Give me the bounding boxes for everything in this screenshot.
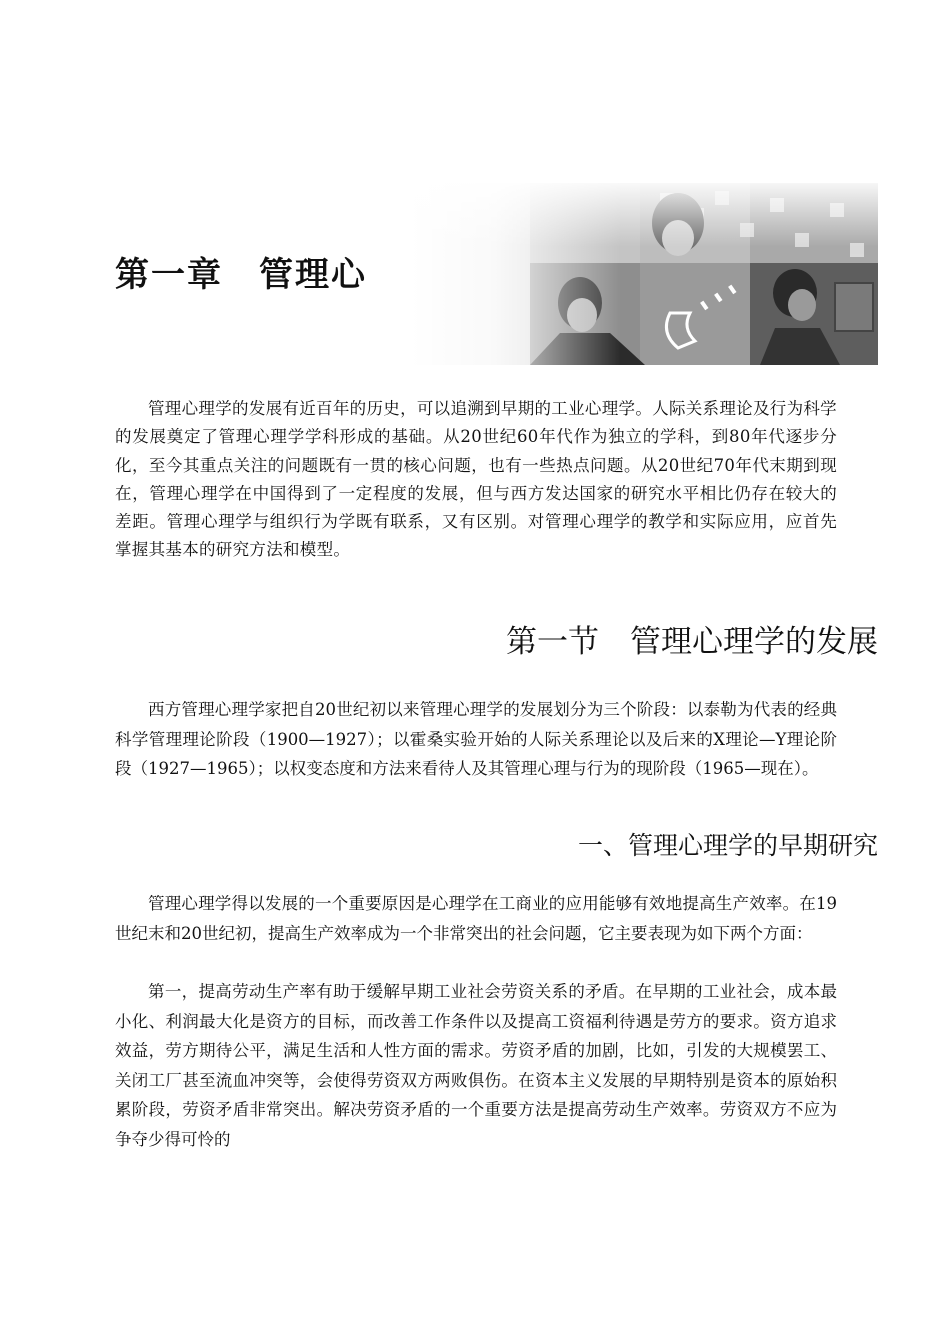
subsection-title: 一、管理心理学的早期研究 <box>577 831 878 860</box>
section-paragraph: 西方管理心理学家把自20世纪初以来管理心理学的发展划分为三个阶段：以泰勒为代表的经典科学管理理论阶段（1900—1927）；以霍桑实验开始的人际关系理论以及后来的X理论—Y理论阶段（1927—1965）；以权变态度和方法来看待人及其管理心理与行为的现阶段（1965—现在）。 <box>115 700 837 778</box>
subsection-paragraph-1: 管理心理学得以发展的一个重要原因是心理学在工商业的应用能够有效地提高生产效率。在19世纪末和20世纪初，提高生产效率成为一个非常突出的社会问题，它主要表现为如下两个方面： <box>115 894 837 943</box>
section-title: 第一节 管理心理学的发展 <box>506 624 878 660</box>
chapter-intro-paragraph: 管理心理学的发展有近百年的历史，可以追溯到早期的工业心理学。人际关系理论及行为科学的发展奠定了管理心理学学科形成的基础。从20世纪60年代作为独立的学科，到80年代逐步分化，至今其重点关注的问题既有一贯的核心问题，也有一些热点问题。从20世纪70年代末期到现在，管理心理学在中国得到了一定程度的发展，但与西方发达国家的研究水平相比仍存在较大的差距。管理心理学与组织行为学既有联系，又有区别。对管理心理学的教学和实际应用，应首先掌握其基本的研究方法和模型。 <box>115 399 837 560</box>
chapter-banner-image <box>410 183 878 365</box>
chapter-title: 第一章 管理心 <box>115 255 367 295</box>
subsection-paragraph-2: 第一，提高劳动生产率有助于缓解早期工业社会劳资关系的矛盾。在早期的工业社会，成本最小化、利润最大化是资方的目标，而改善工作条件以及提高工资福利待遇是劳方的要求。资方追求效益，劳方期待公平，满足生活和人性方面的需求。劳资矛盾的加剧，比如，引发的大规模罢工、关闭工厂甚至流血冲突等，会使得劳资双方两败俱伤。在资本主义发展的早期特别是资本的原始积累阶段，劳资矛盾非常突出。解决劳资矛盾的一个重要方法是提高劳动生产效率。劳资双方不应为争夺少得可怜的 <box>115 982 837 1149</box>
